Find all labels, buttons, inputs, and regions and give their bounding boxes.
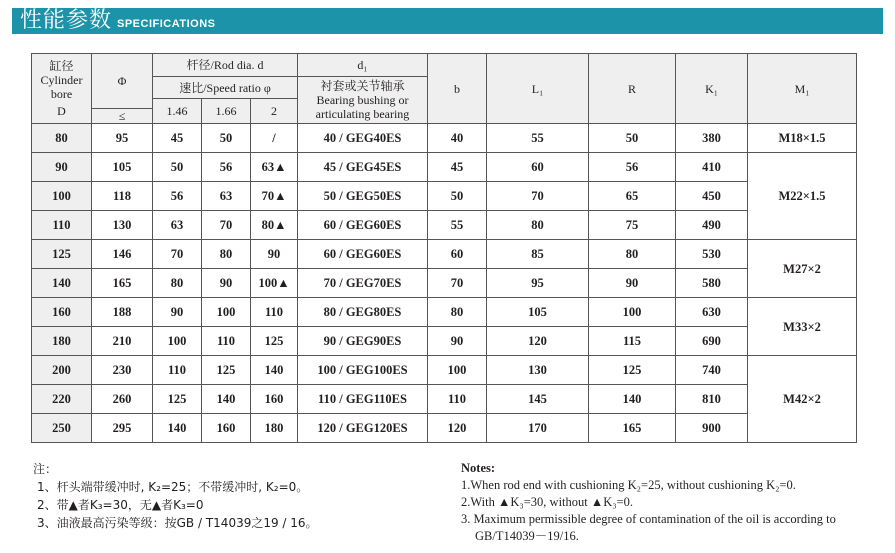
notes-en-title: Notes: — [461, 461, 496, 475]
table-cell: 95 — [92, 124, 153, 153]
table-cell: 145 — [487, 385, 589, 414]
header-rod-dia: 杆径/Rod dia. d — [153, 54, 298, 77]
table-cell: 100 / GEG100ES — [298, 356, 428, 385]
table-cell: 80 — [32, 124, 92, 153]
header-m1: M₁ — [748, 54, 857, 124]
table-row — [32, 211, 857, 240]
table-cell: 40 — [428, 124, 487, 153]
table-row — [32, 124, 857, 153]
table-cell: 140 — [251, 356, 298, 385]
table-cell: 105 — [487, 298, 589, 327]
table-cell: 45 / GEG45ES — [298, 153, 428, 182]
table-row — [32, 153, 857, 182]
table-cell: 210 — [92, 327, 153, 356]
table-cell: 160 — [202, 414, 251, 443]
table-cell: 45 — [428, 153, 487, 182]
table-cell: 450 — [676, 182, 748, 211]
m1-thread-cell: M27×2 — [748, 240, 857, 298]
table-cell: 60 / GEG60ES — [298, 211, 428, 240]
table-cell: 180 — [251, 414, 298, 443]
m1-thread-cell: M42×2 — [748, 356, 857, 443]
table-cell: 80 — [589, 240, 676, 269]
table-cell: 220 — [32, 385, 92, 414]
table-row — [32, 385, 857, 414]
table-cell: 130 — [487, 356, 589, 385]
table-cell: 100 — [32, 182, 92, 211]
table-cell: 230 — [92, 356, 153, 385]
section-title-en: SPECIFICATIONS — [117, 18, 216, 30]
table-cell: 110 — [251, 298, 298, 327]
table-row — [32, 327, 857, 356]
table-cell: 140 — [153, 414, 202, 443]
table-cell: 410 — [676, 153, 748, 182]
table-cell: 56 — [153, 182, 202, 211]
table-cell: 120 — [428, 414, 487, 443]
table-cell: 630 — [676, 298, 748, 327]
table-cell: 50 — [428, 182, 487, 211]
table-cell: 65 — [589, 182, 676, 211]
notes-en-3b: GB/T14039－19/16. — [475, 529, 579, 543]
table-cell: 165 — [589, 414, 676, 443]
notes-en-3: 3. Maximum permissible degree of contamination of the oil is according to — [461, 512, 836, 526]
table-cell: 80 — [153, 269, 202, 298]
header-speed-ratio: 速比/Speed ratio φ — [153, 77, 298, 99]
table-cell: 90 — [589, 269, 676, 298]
table-cell: 165 — [92, 269, 153, 298]
table-cell: 125 — [153, 385, 202, 414]
table-cell: 90 — [251, 240, 298, 269]
table-cell: 85 — [487, 240, 589, 269]
table-cell: 490 — [676, 211, 748, 240]
table-cell: 95 — [487, 269, 589, 298]
notes-cn-2: 2、带▲者K₃=30，无▲者K₃=0 — [37, 498, 204, 512]
m1-thread-cell: M33×2 — [748, 298, 857, 356]
table-cell: 810 — [676, 385, 748, 414]
table-cell: 63▲ — [251, 153, 298, 182]
table-cell: 130 — [92, 211, 153, 240]
table-cell: 100▲ — [251, 269, 298, 298]
table-cell: 100 — [428, 356, 487, 385]
table-cell: 200 — [32, 356, 92, 385]
table-row — [32, 182, 857, 211]
header-le: ≤ — [92, 109, 153, 124]
header-k1: K₁ — [676, 54, 748, 124]
table-cell: 125 — [251, 327, 298, 356]
table-cell: 90 — [428, 327, 487, 356]
m1-thread-cell: M22×1.5 — [748, 153, 857, 240]
table-cell: 110 — [202, 327, 251, 356]
table-cell: 110 — [153, 356, 202, 385]
table-cell: 140 — [32, 269, 92, 298]
table-cell: 60 / GEG60ES — [298, 240, 428, 269]
table-cell: 170 — [487, 414, 589, 443]
table-cell: 105 — [92, 153, 153, 182]
table-cell: 146 — [92, 240, 153, 269]
table-cell: 260 — [92, 385, 153, 414]
table-cell: 80 — [202, 240, 251, 269]
section-header — [12, 8, 883, 34]
table-cell: 90 — [153, 298, 202, 327]
table-cell: 110 — [428, 385, 487, 414]
table-cell: 120 — [487, 327, 589, 356]
table-cell: 75 — [589, 211, 676, 240]
table-cell: 80▲ — [251, 211, 298, 240]
notes-chinese — [33, 460, 318, 532]
table-cell: 110 / GEG110ES — [298, 385, 428, 414]
table-cell: 180 — [32, 327, 92, 356]
table-cell: 100 — [589, 298, 676, 327]
table-cell: 50 — [153, 153, 202, 182]
section-title-cn: 性能参数 — [20, 8, 113, 33]
table-cell: 50 — [589, 124, 676, 153]
notes-cn-3: 3、油液最高污染等级：按GB / T14039之19 / 16。 — [37, 516, 318, 530]
table-cell: 90 / GEG90ES — [298, 327, 428, 356]
header-ratio-166: 1.66 — [202, 99, 251, 124]
table-cell: 70 — [202, 211, 251, 240]
table-cell: 140 — [589, 385, 676, 414]
table-cell: 50 / GEG50ES — [298, 182, 428, 211]
table-cell: 60 — [428, 240, 487, 269]
table-cell: 118 — [92, 182, 153, 211]
table-cell: 63 — [153, 211, 202, 240]
table-cell: 80 / GEG80ES — [298, 298, 428, 327]
table-cell: 115 — [589, 327, 676, 356]
table-cell: 40 / GEG40ES — [298, 124, 428, 153]
table-cell: 70 — [153, 240, 202, 269]
header-d1: d₁ — [298, 54, 428, 77]
table-cell: 50 — [202, 124, 251, 153]
table-cell: 900 — [676, 414, 748, 443]
table-row — [32, 240, 857, 269]
table-cell: 160 — [251, 385, 298, 414]
table-cell: 70 / GEG70ES — [298, 269, 428, 298]
table-cell: 70 — [487, 182, 589, 211]
table-cell: 125 — [589, 356, 676, 385]
table-cell: 56 — [589, 153, 676, 182]
header-l1: L₁ — [487, 54, 589, 124]
table-cell: 90 — [202, 269, 251, 298]
table-cell: / — [251, 124, 298, 153]
table-cell: 125 — [202, 356, 251, 385]
table-cell: 63 — [202, 182, 251, 211]
table-cell: 70 — [428, 269, 487, 298]
header-b: b — [428, 54, 487, 124]
table-cell: 140 — [202, 385, 251, 414]
notes-english — [461, 460, 871, 545]
header-ratio-146: 1.46 — [153, 99, 202, 124]
table-row — [32, 414, 857, 443]
table-cell: 125 — [32, 240, 92, 269]
table-cell: 90 — [32, 153, 92, 182]
table-cell: 120 / GEG120ES — [298, 414, 428, 443]
table-cell: 530 — [676, 240, 748, 269]
table-cell: 70▲ — [251, 182, 298, 211]
table-cell: 80 — [487, 211, 589, 240]
notes-en-2: 2.With ▲K₃=30, without ▲K₃=0. — [461, 495, 634, 509]
header-ratio-2: 2 — [251, 99, 298, 124]
table-cell: 55 — [428, 211, 487, 240]
table-cell: 45 — [153, 124, 202, 153]
table-cell: 250 — [32, 414, 92, 443]
table-cell: 56 — [202, 153, 251, 182]
table-row — [32, 269, 857, 298]
header-cylinder-bore: 缸径 Cylinder bore D — [32, 54, 92, 124]
table-cell: 100 — [153, 327, 202, 356]
header-phi: Φ — [92, 54, 153, 109]
table-cell: 740 — [676, 356, 748, 385]
table-cell: 295 — [92, 414, 153, 443]
table-cell: 690 — [676, 327, 748, 356]
table-cell: 160 — [32, 298, 92, 327]
header-bearing: 衬套或关节轴承 Bearing bushing or articulating bearing — [298, 77, 428, 124]
table-cell: 110 — [32, 211, 92, 240]
header-r: R — [589, 54, 676, 124]
table-cell: 380 — [676, 124, 748, 153]
table-cell: 188 — [92, 298, 153, 327]
table-cell: 580 — [676, 269, 748, 298]
table-row — [32, 356, 857, 385]
table-cell: 100 — [202, 298, 251, 327]
table-cell: 80 — [428, 298, 487, 327]
table-cell: 55 — [487, 124, 589, 153]
notes-cn-1: 1、杆头端带缓冲时, K₂=25；不带缓冲时, K₂=0。 — [37, 480, 309, 494]
specifications-table — [31, 53, 857, 443]
notes-cn-title: 注： — [33, 462, 58, 476]
m1-thread-cell: M18×1.5 — [748, 124, 857, 153]
table-row — [32, 298, 857, 327]
table-cell: 60 — [487, 153, 589, 182]
notes-en-1: 1.When rod end with cushioning K₂=25, without cushioning K₂=0. — [461, 478, 796, 492]
